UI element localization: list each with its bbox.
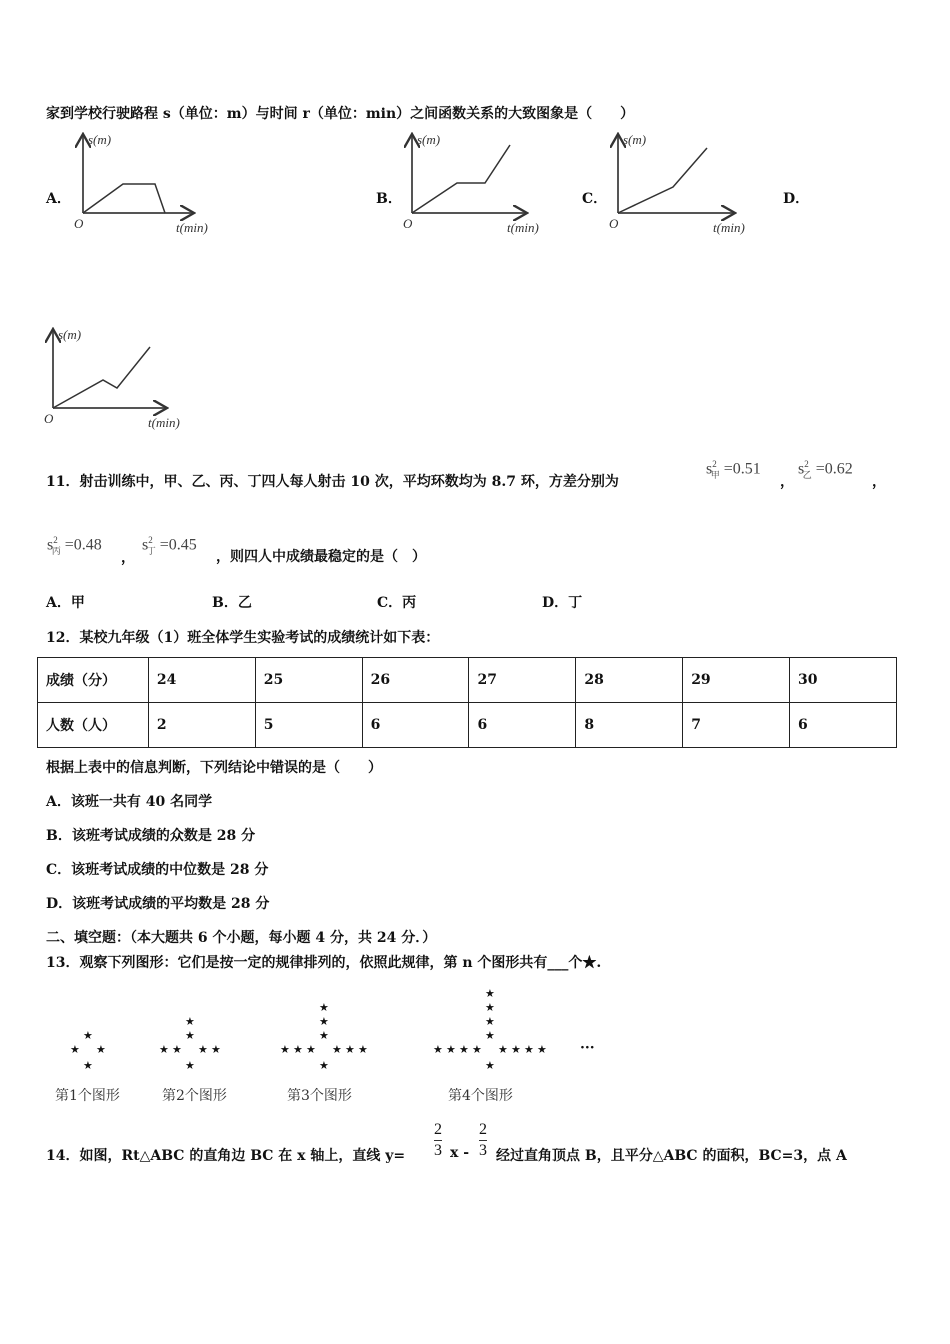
svg-text:O: O [74, 216, 84, 231]
star-icon: ★ [319, 1029, 329, 1042]
star-icon: ★ [485, 1015, 495, 1028]
figure-label: 第2个图形 [162, 1088, 227, 1104]
table-cell: 7 [683, 703, 790, 748]
table-cell: 24 [148, 658, 255, 703]
table-row-counts [38, 703, 897, 748]
svg-text:O: O [403, 216, 413, 231]
graph-line [618, 148, 707, 213]
table-header: 人数（人） [38, 703, 149, 748]
q13-stem: 13．观察下列图形：它们是按一定的规律排列的，依照此规律，第 n 个图形共有___个★. [46, 955, 602, 971]
q11-stem-1: 11．射击训练中，甲、乙、丙、丁四人每人射击 10 次，平均环数均为 8.7 环，方差分别为 [46, 474, 619, 490]
q10-stem: 家到学校行驶路程 s（单位：m）与时间 r（单位：min）之间函数关系的大致图象是（ ） [46, 106, 635, 122]
q12-option-c: C．该班考试成绩的中位数是 28 分 [46, 862, 269, 878]
star-icon: ★ [511, 1043, 521, 1056]
star-icon: ★ [172, 1043, 182, 1056]
q12-question: 根据上表中的信息判断，下列结论中错误的是（ ） [46, 760, 382, 776]
q14-part1: 14．如图，Rt△ABC 的直角边 BC 在 x 轴上，直线 y= [46, 1148, 406, 1164]
table-cell: 8 [576, 703, 683, 748]
q11-stem-2: ，则四人中成绩最稳定的是（ ） [216, 549, 426, 565]
star-icon: ★ [446, 1043, 456, 1056]
star-icon: ★ [498, 1043, 508, 1056]
q10-option-d-label: D． [783, 191, 810, 207]
table-cell: 6 [790, 703, 897, 748]
q10-graph-d [40, 323, 200, 435]
star-icon: ★ [83, 1059, 93, 1072]
star-icon: ★ [185, 1059, 195, 1072]
table-cell: 6 [469, 703, 576, 748]
q12-option-d: D．该班考试成绩的平均数是 28 分 [46, 896, 270, 912]
star-icon: ★ [96, 1043, 106, 1056]
figure-label: 第4个图形 [448, 1088, 513, 1104]
table-cell: 6 [362, 703, 469, 748]
comma: ， [780, 474, 794, 490]
star-icon: ★ [83, 1029, 93, 1042]
figure-label: 第1个图形 [55, 1088, 120, 1104]
variance-ding: $s^2_丁 =0.45$ [142, 535, 197, 556]
q10-graph-c [605, 128, 765, 240]
star-icon: ★ [198, 1043, 208, 1056]
star-icon: ★ [485, 1059, 495, 1072]
q10-option-a-label: A． [46, 191, 71, 207]
section-heading: 二、填空题：（本大题共 6 个小题，每小题 4 分，共 24 分．） [46, 930, 437, 946]
q10-option-b-label: B． [376, 191, 402, 207]
table-cell: 5 [255, 703, 362, 748]
table-cell: 28 [576, 658, 683, 703]
fraction: 2 3 [434, 1121, 442, 1159]
star-icon: ★ [319, 1001, 329, 1014]
q11-option-b: B．乙 [212, 595, 252, 611]
star-icon: ★ [358, 1043, 368, 1056]
fraction: 2 3 [479, 1121, 487, 1159]
table-cell: 26 [362, 658, 469, 703]
svg-text:t(min): t(min) [507, 220, 539, 235]
graph-line [83, 184, 165, 213]
svg-text:t(min): t(min) [713, 220, 745, 235]
variance-jia: $s^2_甲 =0.51$ [706, 459, 761, 480]
svg-text:O: O [609, 216, 619, 231]
q10-graph-a [70, 128, 230, 240]
svg-text:s(m): s(m) [58, 327, 82, 342]
svg-text:s(m): s(m) [417, 132, 441, 147]
svg-text:s(m): s(m) [88, 132, 112, 147]
star-icon: ★ [433, 1043, 443, 1056]
graph-line [53, 347, 150, 408]
svg-text:O: O [44, 411, 54, 426]
q12-stem: 12．某校九年级（1）班全体学生实验考试的成绩统计如下表： [46, 630, 440, 646]
star-icon: ★ [293, 1043, 303, 1056]
star-icon: ★ [485, 1029, 495, 1042]
svg-text:t(min): t(min) [176, 220, 208, 235]
q11-option-c: C．丙 [377, 595, 417, 611]
star-icon: ★ [485, 1001, 495, 1014]
comma: ， [121, 550, 135, 566]
star-icon: ★ [485, 987, 495, 1000]
q14-mid: x - [450, 1145, 470, 1161]
star-icon: ★ [319, 1015, 329, 1028]
star-icon: ★ [345, 1043, 355, 1056]
q11-option-a: A．甲 [46, 595, 85, 611]
table-row-scores [38, 658, 897, 703]
table-header: 成绩（分） [38, 658, 149, 703]
star-icon: ★ [459, 1043, 469, 1056]
q10-graph-b [399, 128, 559, 240]
table-cell: 30 [790, 658, 897, 703]
score-table [37, 657, 897, 748]
table-cell: 29 [683, 658, 790, 703]
graph-line [412, 145, 510, 213]
star-icon: ★ [332, 1043, 342, 1056]
q12-option-b: B．该班考试成绩的众数是 28 分 [46, 828, 256, 844]
table-cell: 27 [469, 658, 576, 703]
table-cell: 2 [148, 703, 255, 748]
star-icon: ★ [211, 1043, 221, 1056]
star-icon: ★ [185, 1015, 195, 1028]
table-cell: 25 [255, 658, 362, 703]
star-icon: ★ [70, 1043, 80, 1056]
variance-yi: $s^2_乙 =0.62$ [798, 459, 853, 480]
star-icon: ★ [185, 1029, 195, 1042]
star-icon: ★ [306, 1043, 316, 1056]
star-icon: ★ [524, 1043, 534, 1056]
star-icon: ★ [159, 1043, 169, 1056]
star-icon: ★ [537, 1043, 547, 1056]
q11-option-d: D．丁 [542, 595, 583, 611]
star-icon: ★ [319, 1059, 329, 1072]
star-icon: ★ [472, 1043, 482, 1056]
star-icon: ★ [280, 1043, 290, 1056]
svg-text:t(min): t(min) [148, 415, 180, 430]
svg-text:s(m): s(m) [623, 132, 647, 147]
comma: ， [872, 474, 886, 490]
variance-bing: $s^2_丙 =0.48$ [47, 535, 102, 556]
q12-option-a: A．该班一共有 40 名同学 [46, 794, 213, 810]
q10-option-c-label: C． [582, 191, 608, 207]
q14-part2: 经过直角顶点 B，且平分△ABC 的面积，BC=3，点 A [496, 1148, 847, 1164]
figure-label: 第3个图形 [287, 1088, 352, 1104]
ellipsis: ··· [580, 1040, 595, 1056]
